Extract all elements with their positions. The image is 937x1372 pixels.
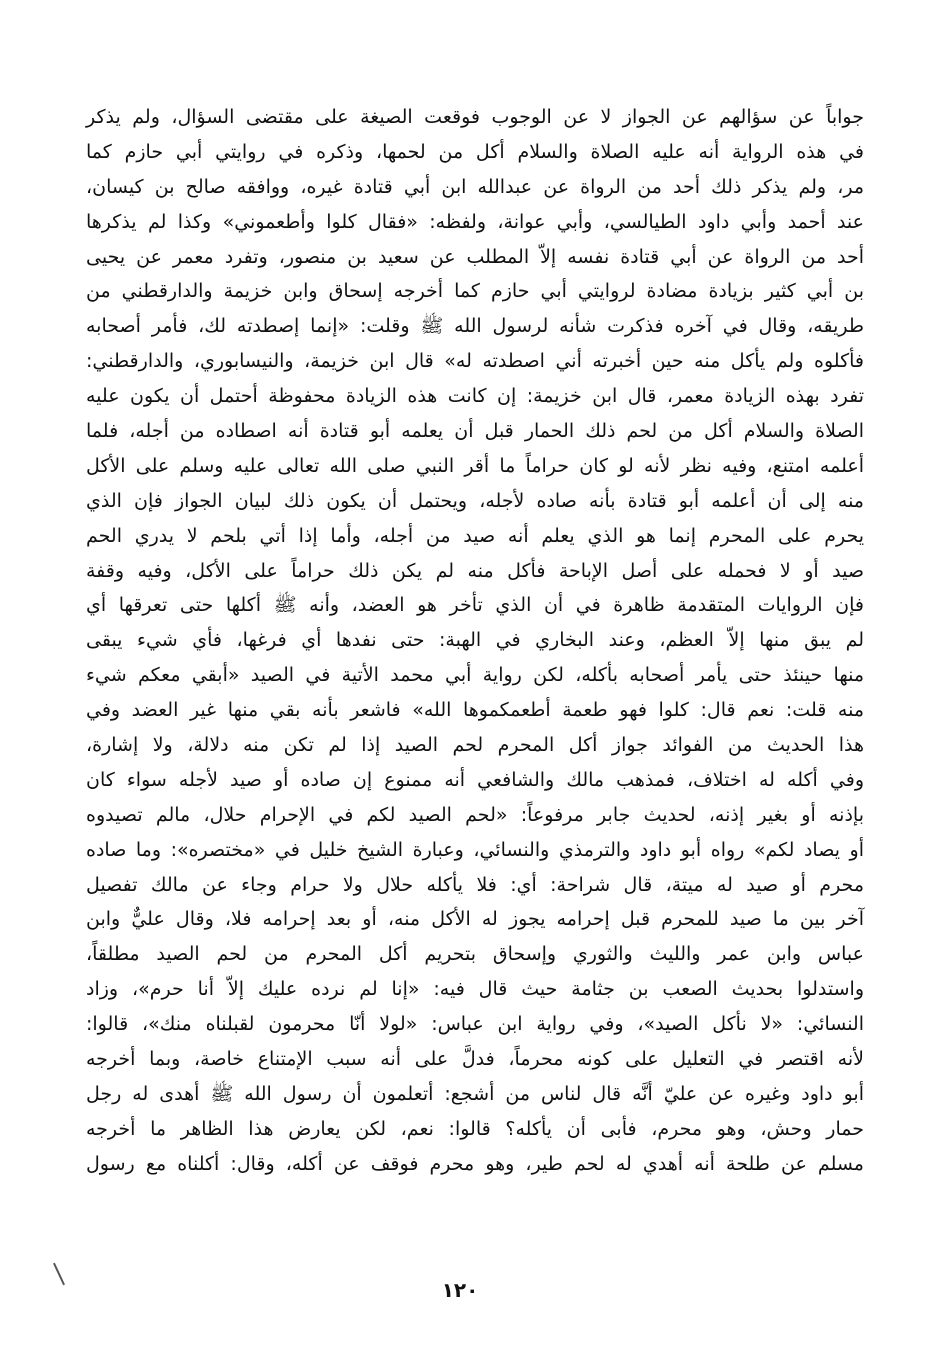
text-line: طريقه، وقال في آخره فذكرت شأنه لرسول الله ﷺ وقلت: «إنما إصطدته لك، فأمر أصحابه xyxy=(86,315,864,338)
text-line: مسلم عن طلحة أنه أهدي له لحم طير، وهو محرم فوقف عن أكله، وقال: أكلناه مع رسول xyxy=(86,1152,864,1175)
text-line: أو يصاد لكم» رواه أبو داود والترمذي والنسائي، وعبارة الشيخ خليل في «مختصره»: وما صاده xyxy=(86,838,864,861)
text-line: أحد من الرواة عن أبي قتادة نفسه إلاّ المطلب عن سعيد بن منصور، وتفرد معمر عن يحيى xyxy=(86,245,864,268)
text-line: منه إلى أن أعلمه أبو قتادة بأنه صاده لأجله، ويحتمل أن يكون ذلك لبيان الجواز فإن الذي xyxy=(86,489,864,512)
body-text xyxy=(86,100,864,1182)
text-line: حمار وحش، وهو محرم، فأبى أن يأكله؟ قالوا: نعم، لكن يعارض هذا الظاهر ما أخرجه xyxy=(86,1117,864,1140)
text-line: منها حينئذ حتى يأمر أصحابه بأكله، لكن رواية أبي محمد الأتية في الصيد «أبقي معكم شيء xyxy=(86,664,864,687)
text-line: هذا الحديث من الفوائد جواز أكل المحرم لحم الصيد إذا لم تكن منه دلالة، ولا إشارة، xyxy=(86,734,864,757)
text-line: في هذه الرواية أنه عليه الصلاة والسلام أكل من لحمها، وذكره في روايتي أبي حازم كما xyxy=(86,140,864,163)
text-line: النسائي: «لا نأكل الصيد»، وفي رواية ابن عباس: «لولا أنّا محرمون لقبلناه منك»، قالوا: xyxy=(86,1013,864,1036)
text-line: الصلاة والسلام أكل من لحم ذلك الحمار قبل أن يعلمه أبو قتادة أنه اصطاده من أجله، فلما xyxy=(86,420,864,443)
text-line: أبو داود وغيره عن عليّ أنَّه قال لناس من أشجع: أتعلمون أن رسول الله ﷺ أهدى له رجل xyxy=(86,1082,864,1105)
page-number: ١٢٠ xyxy=(441,1278,479,1302)
text-line: واستدلوا بحديث الصعب بن جثامة حيث قال فيه: «إنا لم نرده عليك إلاّ أنا حرم»، وزاد xyxy=(86,978,864,1001)
text-line: جواباً عن سؤالهم عن الجواز لا عن الوجوب فوقعت الصيغة على مقتضى السؤال، ولم يذكر xyxy=(86,106,864,128)
text-line: آخر بين ما صيد للمحرم قبل إحرامه يجوز له الأكل منه، أو بعد إحرامه فلا، وقال عليٌّ وابن xyxy=(86,908,864,931)
text-line: محرم أو صيد له ميتة، قال شراحة: أي: فلا يأكله حلال ولا حرام وجاء عن مالك تفصيل xyxy=(86,873,864,896)
text-line: فإن الروايات المتقدمة ظاهرة في أن الذي تأخر هو العضد، وأنه ﷺ أكلها حتى تعرقها أي xyxy=(86,594,864,617)
text-line: عند أحمد وأبي داود الطيالسي، وأبي عوانة، ولفظه: «فقال كلوا وأطعموني» وكذا لم يذكرها xyxy=(86,210,864,233)
text-line: فأكلوه ولم يأكل منه حين أخبرته أني اصطدته له» قال ابن خزيمة، والنيسابوري، والدارقطني: xyxy=(86,350,864,373)
text-line: تفرد بهذه الزيادة معمر، قال ابن خزيمة: إن كانت هذه الزيادة محفوظة أحتمل أن يكون عليه xyxy=(86,385,864,408)
text-line: يحرم على المحرم إنما هو الذي يعلم أنه صيد من أجله، وأما إذا أتي بلحم لا يدري الحم xyxy=(86,524,864,547)
text-line: مر، ولم يذكر ذلك أحد من الرواة عن عبدالله ابن أبي قتادة غيره، ووافقه صالح بن كيسان، xyxy=(86,175,864,198)
scan-artifact xyxy=(53,1263,65,1286)
text-line: منه قلت: نعم قال: كلوا فهو طعمة أطعمكموها الله» فاشعر بأنه بقي منها غير العضد وفي xyxy=(86,699,864,722)
text-line: بن أبي كثير بزيادة مضادة لروايتي أبي حازم كما أخرجه إسحاق وابن خزيمة والدارقطني من xyxy=(86,280,864,303)
text-line: وفي أكله له اختلاف، فمذهب مالك والشافعي أنه ممنوع إن صاده أو صيد لأجله سواء كان xyxy=(86,768,864,791)
text-line: بإذنه أو بغير إذنه، لحديث جابر مرفوعاً: «لحم الصيد لكم في الإحرام حلال، مالم تصيدوه xyxy=(86,803,864,826)
text-line: لم يبق منها إلاّ العظم، وعند البخاري في الهبة: حتى نفدها أي فرغها، فأي شيء يبقى xyxy=(86,629,864,652)
text-line: صيد أو لا فحمله على أصل الإباحة فأكل منه لم يكن ذلك حراماً على الأكل، وفيه وقفة xyxy=(86,559,864,582)
text-line: عباس وابن عمر والليث والثوري وإسحاق بتحريم أكل المحرم من لحم الصيد مطلقاً، xyxy=(86,943,864,966)
text-line: لأنه اقتصر في التعليل على كونه محرماً، فدلَّ على أنه سبب الإمتناع خاصة، وبما أخرجه xyxy=(86,1048,864,1071)
text-line: أعلمه امتنع، وفيه نظر لأنه لو كان حراماً ما أقر النبي صلى الله تعالى عليه وسلم على الأكل xyxy=(86,454,864,477)
